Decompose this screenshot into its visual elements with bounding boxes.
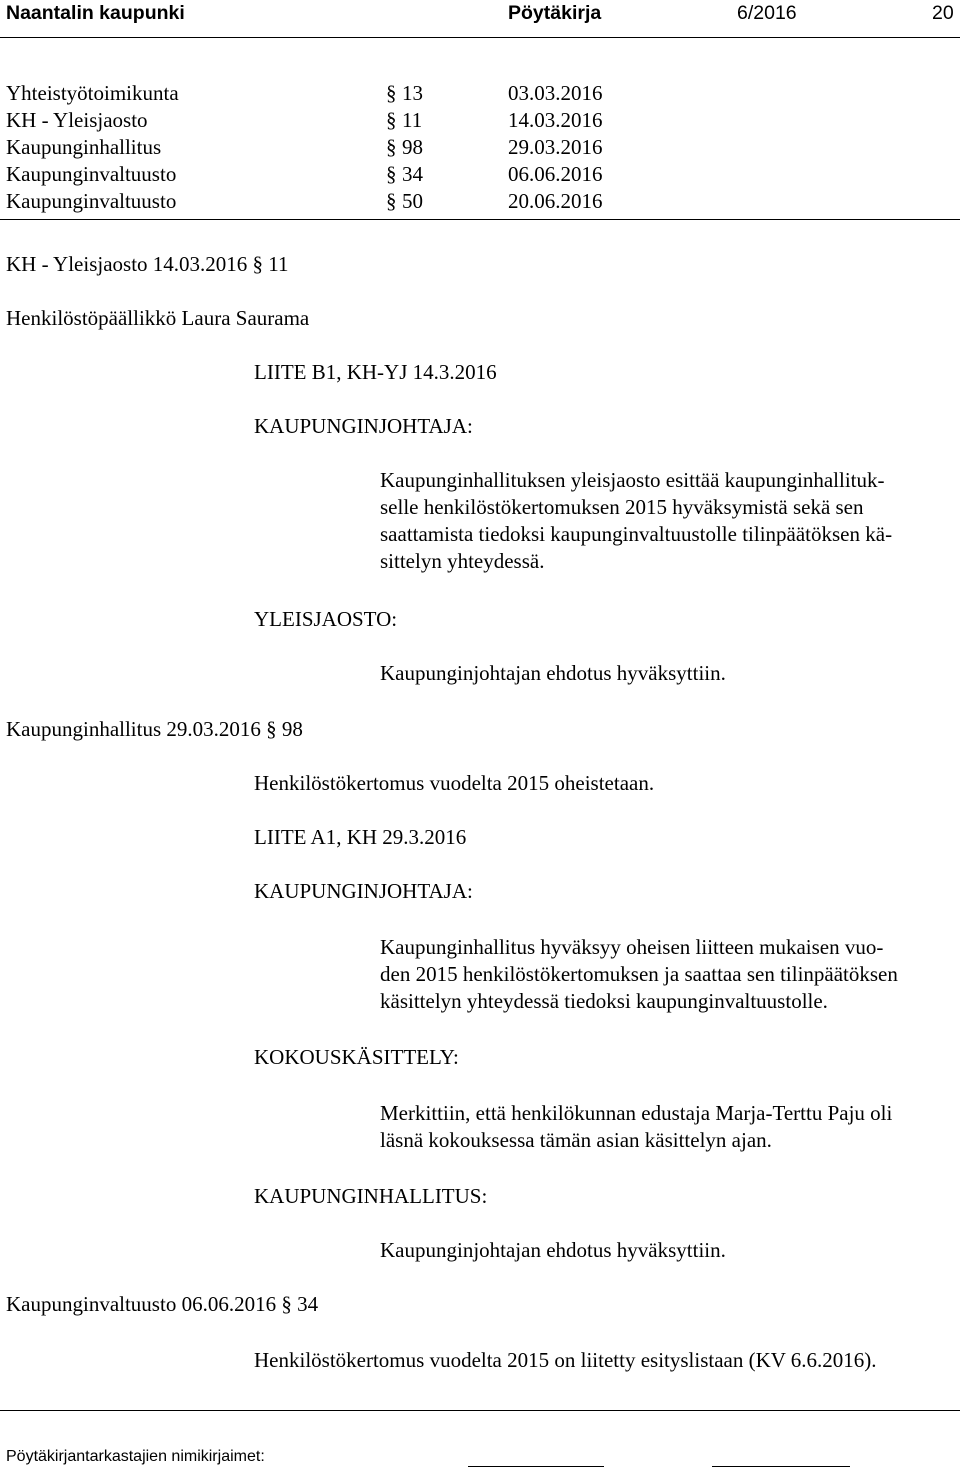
section-sign: § <box>386 189 397 213</box>
signatures-label: Pöytäkirjantarkastajien nimikirjaimet: <box>6 1448 265 1465</box>
history-row <box>0 107 700 134</box>
history-body: KH - Yleisjaosto <box>6 108 148 132</box>
page-number: 20 <box>932 2 954 24</box>
history-body: Kaupunginvaltuusto <box>6 162 177 186</box>
history-number: 50 <box>402 189 423 213</box>
history-divider <box>0 219 960 220</box>
mayor-proposal-line: den 2015 henkilöstökertomuksen ja saattaa sen tilinpäätöksen <box>380 962 898 986</box>
decision-label: KAUPUNGINHALLITUS: <box>254 1184 488 1208</box>
mayor-proposal-line: Kaupunginhallitus hyväksyy oheisen liitteen mukaisen vuo- <box>380 935 884 959</box>
history-row <box>0 161 700 188</box>
header-divider <box>0 37 960 38</box>
mayor-proposal-line: selle henkilöstökertomuksen 2015 hyväksymistä sekä sen <box>380 495 864 519</box>
section-text: Henkilöstökertomus vuodelta 2015 on liitetty esityslistaan (KV 6.6.2016). <box>254 1348 877 1372</box>
issue-number: 6/2016 <box>737 2 797 24</box>
history-date: 29.03.2016 <box>508 135 603 159</box>
signature-blank <box>468 1466 604 1467</box>
footer-divider <box>0 1410 960 1411</box>
history-number: 34 <box>402 162 423 186</box>
meeting-note-line: Merkittiin, että henkilökunnan edustaja Marja-Terttu Paju oli <box>380 1101 893 1125</box>
attachment-reference: LIITE A1, KH 29.3.2016 <box>254 825 467 849</box>
history-body: Kaupunginvaltuusto <box>6 189 177 213</box>
mayor-label: KAUPUNGINJOHTAJA: <box>254 414 473 438</box>
history-number: 13 <box>402 81 423 105</box>
history-date: 06.06.2016 <box>508 162 603 186</box>
mayor-proposal-line: Kaupunginhallituksen yleisjaosto esittää kaupunginhallituk- <box>380 468 885 492</box>
decision-text: Kaupunginjohtajan ehdotus hyväksyttiin. <box>380 661 726 685</box>
municipality-name: Naantalin kaupunki <box>6 2 185 24</box>
section-sign: § <box>386 135 397 159</box>
history-row <box>0 80 700 107</box>
history-row <box>0 134 700 161</box>
decision-text: Kaupunginjohtajan ehdotus hyväksyttiin. <box>380 1238 726 1262</box>
meeting-note-line: läsnä kokouksessa tämän asian käsittelyn ajan. <box>380 1128 772 1152</box>
intro-text: Henkilöstökertomus vuodelta 2015 oheistetaan. <box>254 771 655 795</box>
history-row <box>0 188 700 215</box>
section-sign: § <box>386 108 397 132</box>
history-body: Kaupunginhallitus <box>6 135 162 159</box>
decision-label: YLEISJAOSTO: <box>254 607 398 631</box>
history-date: 03.03.2016 <box>508 81 603 105</box>
history-date: 14.03.2016 <box>508 108 603 132</box>
mayor-proposal-line: käsittelyn yhteydessä tiedoksi kaupunginvaltuustolle. <box>380 989 828 1013</box>
history-body: Yhteistyötoimikunta <box>6 81 179 105</box>
mayor-label: KAUPUNGINJOHTAJA: <box>254 879 473 903</box>
preparer: Henkilöstöpäällikkö Laura Saurama <box>6 306 310 330</box>
section-sign: § <box>386 81 397 105</box>
mayor-proposal-line: sittelyn yhteydessä. <box>380 549 545 573</box>
section-heading: KH - Yleisjaosto 14.03.2016 § 11 <box>6 252 289 276</box>
attachment-reference: LIITE B1, KH-YJ 14.3.2016 <box>254 360 497 384</box>
history-date: 20.06.2016 <box>508 189 603 213</box>
document-type: Pöytäkirja <box>508 2 602 24</box>
mayor-proposal-line: saattamista tiedoksi kaupunginvaltuustolle tilinpäätöksen kä- <box>380 522 893 546</box>
section-heading: Kaupunginvaltuusto 06.06.2016 § 34 <box>6 1292 319 1316</box>
section-heading: Kaupunginhallitus 29.03.2016 § 98 <box>6 717 303 741</box>
signature-blank <box>712 1466 850 1467</box>
section-sign: § <box>386 162 397 186</box>
history-number: 98 <box>402 135 423 159</box>
history-number: 11 <box>402 108 423 132</box>
meeting-label: KOKOUSKÄSITTELY: <box>254 1045 459 1069</box>
